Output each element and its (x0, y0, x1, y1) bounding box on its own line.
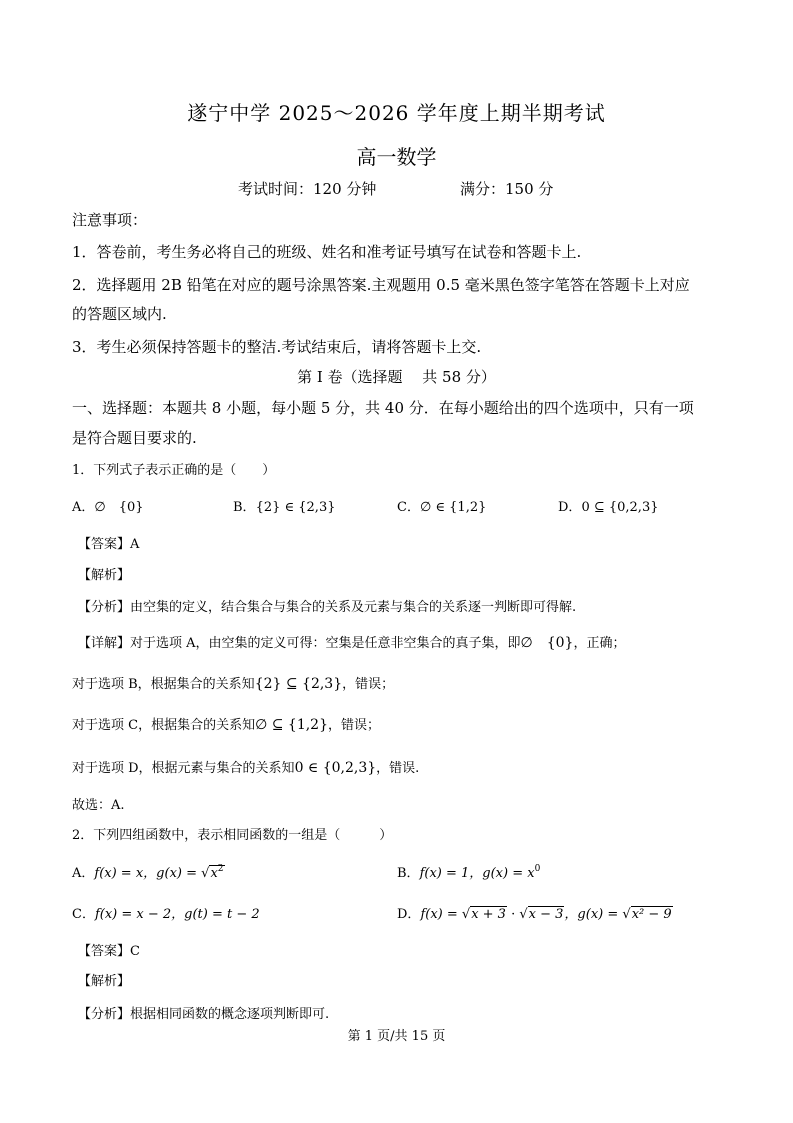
section-intro-cont: 是符合题目要求的. (72, 429, 197, 447)
radicand-exponent: 2 (217, 864, 224, 874)
sqrt-sign: √ (201, 866, 210, 881)
q1-answer: 【答案】A (78, 537, 140, 552)
q2-option-b (397, 862, 540, 881)
radicand: x − 3 (528, 907, 564, 922)
notice-item-2-cont: 的答题区域内. (72, 305, 167, 323)
q1-detail-b (72, 673, 394, 692)
option-label: B． (397, 866, 420, 881)
option-g: ，g(x) = (564, 907, 623, 922)
exam-subject: 高一数学 (356, 145, 437, 169)
notice-item-1: 1．答卷前，考生务必将自己的班级、姓名和准考证号填写在试卷和答题卡上. (72, 243, 582, 261)
exponent: 0 (534, 864, 541, 874)
exam-title: 遂宁中学 2025～2026 学年度上期半期考试 (187, 101, 606, 125)
option-g: g(x) = (156, 866, 202, 881)
q1-detail-c (72, 714, 380, 733)
option-label: A． (72, 500, 95, 515)
option-f: f(x) = x， (94, 866, 157, 881)
q1-detail-d (72, 757, 419, 776)
option-expression: {2} ∈ {2,3} (255, 500, 336, 515)
detail-text: 对于选项 D，根据元素与集合的关系知 (72, 761, 295, 776)
option-g: g(x) = x (482, 866, 535, 881)
detail-verdict: ，错误. (376, 761, 420, 776)
detail-verdict: ，错误； (342, 677, 395, 692)
option-label: D． (558, 500, 582, 515)
detail-text: 对于选项 C，根据集合的关系知 (72, 718, 256, 733)
exam-time: 考试时间：120 分钟 (238, 180, 377, 198)
sqrt-sign: √ (519, 907, 528, 922)
q2-option-a (72, 862, 225, 881)
q1-fenxi: 【分析】由空集的定义，结合集合与集合的关系及元素与集合的关系逐一判断即可得解. (78, 600, 577, 615)
q1-detail-a (78, 632, 625, 652)
radicand-base: x (210, 866, 218, 881)
exam-full-score: 满分：150 分 (460, 180, 554, 198)
detail-verdict: ，错误； (328, 718, 381, 733)
sqrt-sign: √ (461, 907, 471, 922)
page-number: 第 1 页/共 15 页 (347, 1029, 446, 1044)
sqrt-sign: √ (622, 907, 631, 922)
detail-text: 【详解】对于选项 A，由空集的定义可得：空集是任意非空集合的真子集，即 (78, 636, 521, 651)
q2-option-c (72, 903, 260, 922)
option-expression: f(x) = x − 2，g(t) = t − 2 (94, 907, 260, 922)
q2-analysis-tag: 【解析】 (78, 974, 131, 989)
notice-item-2: 2．选择题用 2B 铅笔在对应的题号涂黑答案.主观题用 0.5 毫米黑色签字笔答在答题卡上对应 (72, 276, 690, 294)
option-expression: ∅ ∈ {1,2} (419, 500, 487, 515)
option-label: A． (72, 866, 95, 881)
detail-text: 对于选项 B，根据集合的关系知 (72, 677, 255, 692)
detail-expression: {2} ⊆ {2,3} (254, 676, 343, 692)
detail-expression: ∅ ⊆ {1,2} (255, 717, 328, 733)
notice-heading: 注意事项： (72, 211, 148, 229)
radicand: x + 3 (471, 907, 506, 922)
detail-expression: 0 ∈ {0,2,3} (294, 760, 377, 776)
q1-conclusion: 故选：A. (72, 798, 125, 813)
option-label: B． (233, 500, 256, 515)
q2-fenxi: 【分析】根据相同函数的概念逐项判断即可. (78, 1007, 330, 1022)
radicand: x² − 9 (631, 907, 672, 922)
q1-analysis-tag: 【解析】 (78, 568, 131, 583)
option-f: f(x) = (420, 907, 462, 922)
section-intro: 一、选择题：本题共 8 小题，每小题 5 分，共 40 分．在每小题给出的四个选项中，只有一项 (72, 399, 694, 417)
dot-operator: · (506, 907, 520, 922)
option-label: D． (397, 907, 421, 922)
q1-option-c (397, 496, 486, 515)
q1-option-a (72, 496, 144, 515)
notice-item-3: 3．考生必须保持答题卡的整洁.考试结束后，请将答题卡上交. (72, 338, 482, 356)
section-title: 第 I 卷（选择题 共 58 分） (297, 368, 496, 386)
detail-expression: ∅ {0} (520, 635, 574, 651)
q1-option-d (558, 496, 659, 515)
option-f: f(x) = 1， (419, 866, 483, 881)
q2-option-d (397, 903, 673, 922)
option-expression: ∅ {0} (94, 500, 144, 515)
detail-verdict: ，正确； (573, 636, 626, 651)
option-label: C． (72, 907, 95, 922)
question-2-stem: 2．下列四组函数中，表示相同函数的一组是（ ） (72, 828, 393, 843)
option-expression: 0 ⊆ {0,2,3} (581, 500, 659, 515)
radicand (209, 865, 224, 881)
option-label: C． (397, 500, 420, 515)
q1-option-b (233, 496, 335, 515)
q2-answer: 【答案】C (78, 944, 140, 959)
question-1-stem: 1．下列式子表示正确的是（ ） (72, 463, 276, 478)
